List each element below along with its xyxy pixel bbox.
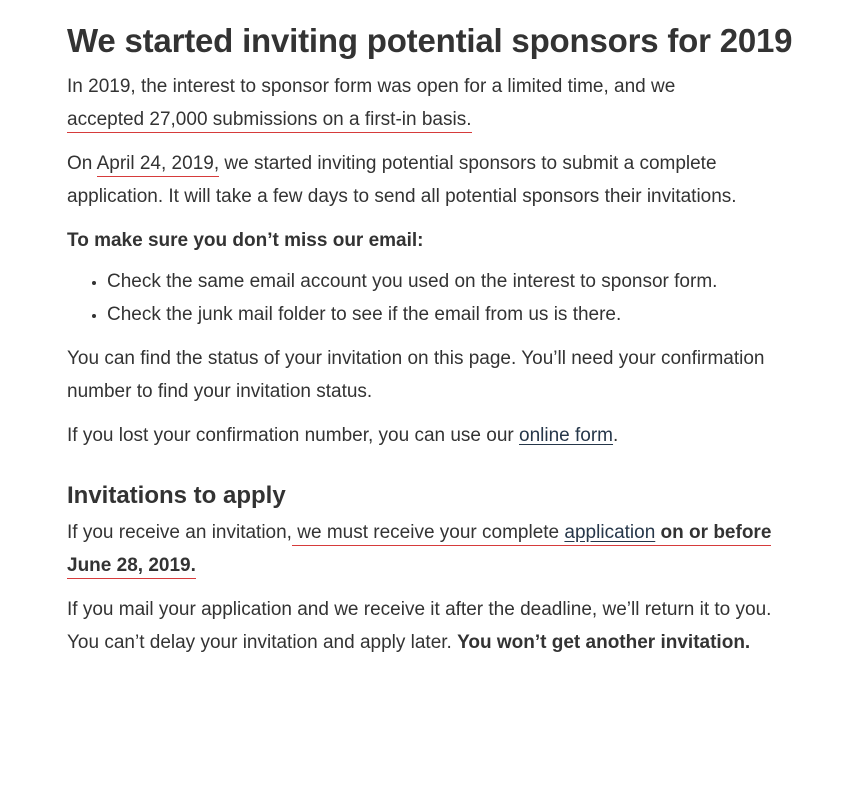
page-title: We started inviting potential sponsors for 2019 bbox=[67, 22, 793, 59]
invite-date-text: we started inviting potential sponsors to submit a complete application. It will take a few days to send all potential sponsors their invitations. bbox=[67, 153, 737, 207]
deadline-highlight-text: we must receive your complete bbox=[291, 522, 565, 543]
deadline-paragraph bbox=[67, 516, 797, 582]
mail-warning-paragraph bbox=[67, 593, 797, 659]
list-item: • Check the same email account you used on the interest to sponsor form. bbox=[107, 265, 797, 298]
status-paragraph: You can find the status of your invitation on this page. You’ll need your confirmation number to find your invitation status. bbox=[67, 348, 765, 402]
deadline-date: on or before June 28, 2019. bbox=[67, 522, 772, 576]
list-item: • Check the junk mail folder to see if the email from us is there. bbox=[107, 298, 797, 331]
lost-number-end: . bbox=[613, 425, 619, 446]
intro-paragraph bbox=[67, 70, 797, 136]
intro-highlight: accepted 27,000 submissions on a first-in basis. bbox=[67, 109, 472, 133]
deadline-lead: If you receive an invitation, bbox=[67, 522, 292, 543]
invite-date-highlight: April 24, 2019, bbox=[97, 153, 220, 177]
invite-date-paragraph bbox=[67, 147, 797, 213]
lost-number-paragraph bbox=[67, 419, 797, 452]
intro-text: In 2019, the interest to sponsor form was open for a limited time, and we bbox=[67, 76, 676, 97]
invite-date-prefix: On bbox=[67, 153, 97, 174]
section-heading-invitations: Invitations to apply bbox=[67, 482, 286, 509]
mail-warning-bold: You won’t get another invitation. bbox=[457, 632, 751, 653]
email-tips-heading-text: To make sure you don’t miss our email: bbox=[67, 230, 424, 251]
online-form-link[interactable]: online form bbox=[519, 425, 614, 446]
email-tips-heading bbox=[67, 224, 797, 257]
lost-number-text: If you lost your confirmation number, you can use our bbox=[67, 425, 520, 446]
mail-warning-text: If you mail your application and we receive it after the deadline, we’ll return it to you. You can’t delay your invitation and apply later. bbox=[67, 599, 772, 653]
email-tips-list bbox=[67, 265, 797, 331]
application-link[interactable]: application bbox=[564, 522, 656, 543]
